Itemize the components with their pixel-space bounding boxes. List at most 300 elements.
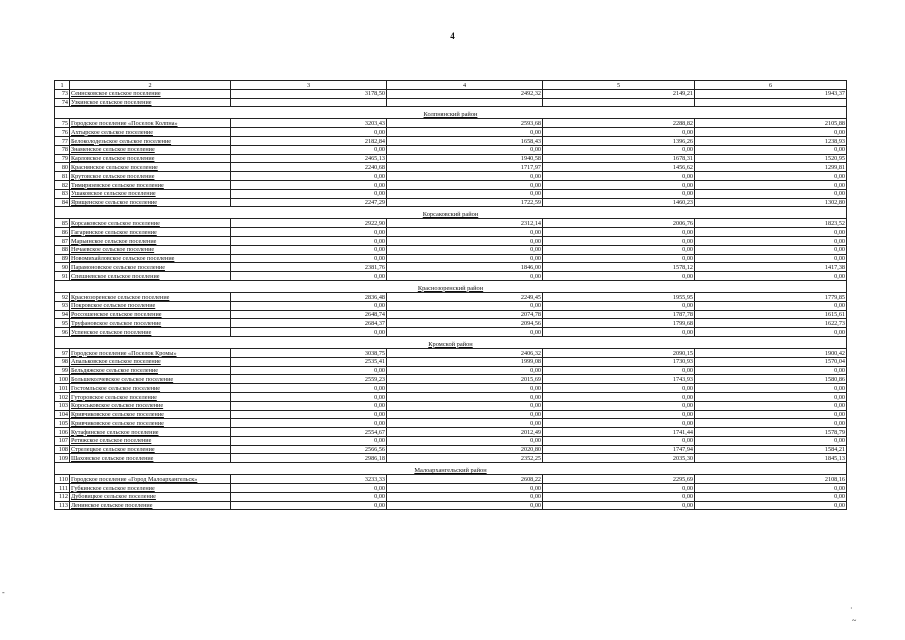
settlement-name: Успенское сельское поселение: [70, 328, 231, 337]
value-col-6: 0,00: [695, 254, 847, 263]
value-col-3: 0,00: [231, 392, 387, 401]
value-col-3: 0,00: [231, 419, 387, 428]
row-number: 87: [55, 236, 70, 245]
value-col-6: 0,00: [695, 436, 847, 445]
value-col-3: 0,00: [231, 366, 387, 375]
table-row: [55, 145, 847, 154]
value-col-5: 2090,15: [543, 348, 695, 357]
value-col-5: 0,00: [543, 384, 695, 393]
district-heading-row: [55, 463, 847, 475]
value-col-4: 2593,68: [387, 119, 543, 128]
settlement-name: Узкинское сельское поселение: [70, 98, 231, 107]
row-number: 103: [55, 401, 70, 410]
district-heading-row: [55, 336, 847, 348]
value-col-6: 0,00: [695, 392, 847, 401]
table-row: [55, 98, 847, 107]
value-col-6: 0,00: [695, 401, 847, 410]
table-row: [55, 501, 847, 510]
column-header: 1: [55, 81, 70, 90]
table-row: [55, 419, 847, 428]
value-col-3: 0,00: [231, 384, 387, 393]
table-row: [55, 245, 847, 254]
settlement-name: Апальковское сельское поселение: [70, 357, 231, 366]
row-number: 78: [55, 145, 70, 154]
value-col-3: 2240,68: [231, 163, 387, 172]
value-col-5: 0,00: [543, 236, 695, 245]
value-col-3: 0,00: [231, 410, 387, 419]
value-col-5: 2149,21: [543, 89, 695, 98]
table-row: [55, 128, 847, 137]
value-col-3: 2836,48: [231, 292, 387, 301]
table-row: [55, 348, 847, 357]
value-col-5: 0,00: [543, 301, 695, 310]
settlement-name: Сеинсковское сельское поселение: [70, 89, 231, 98]
value-col-6: 0,00: [695, 484, 847, 493]
value-col-6: [695, 98, 847, 107]
value-col-6: 0,00: [695, 272, 847, 281]
value-col-3: 2566,56: [231, 445, 387, 454]
table-row: [55, 484, 847, 493]
value-col-6: 0,00: [695, 172, 847, 181]
value-col-4: 0,00: [387, 419, 543, 428]
row-number: 80: [55, 163, 70, 172]
value-col-3: 2922,90: [231, 219, 387, 228]
scan-dot-mark: ·: [850, 604, 853, 613]
settlement-name: Новомихайловское сельское поселение: [70, 254, 231, 263]
value-col-6: 1578,79: [695, 428, 847, 437]
table-row: [55, 310, 847, 319]
value-col-3: 0,00: [231, 236, 387, 245]
settlement-name: Кутафинское сельское поселение: [70, 428, 231, 437]
value-col-5: 2288,82: [543, 119, 695, 128]
row-number: 84: [55, 198, 70, 207]
value-col-6: 1580,86: [695, 375, 847, 384]
row-number: 99: [55, 366, 70, 375]
value-col-4: 0,00: [387, 492, 543, 501]
table-row: [55, 428, 847, 437]
district-heading: Корсаковский район: [55, 207, 847, 219]
table-row: [55, 272, 847, 281]
row-number: 93: [55, 301, 70, 310]
value-col-4: 1940,58: [387, 154, 543, 163]
value-col-4: 0,00: [387, 128, 543, 137]
value-col-3: 3038,75: [231, 348, 387, 357]
table-row: [55, 154, 847, 163]
settlement-name: Большеколчевское сельское поселение: [70, 375, 231, 384]
settlement-name: Краснянское сельское поселение: [70, 163, 231, 172]
table-row: [55, 357, 847, 366]
value-col-3: 3203,43: [231, 119, 387, 128]
table-row: [55, 189, 847, 198]
column-header: 4: [387, 81, 543, 90]
value-col-4: 2012,49: [387, 428, 543, 437]
row-number: 98: [55, 357, 70, 366]
value-col-4: 0,00: [387, 484, 543, 493]
district-heading: Кромской район: [55, 336, 847, 348]
settlement-name: Гуторовское сельское поселение: [70, 392, 231, 401]
value-col-5: 0,00: [543, 410, 695, 419]
table-row: [55, 445, 847, 454]
table-row: [55, 384, 847, 393]
value-col-4: 2312,14: [387, 219, 543, 228]
column-header: 3: [231, 81, 387, 90]
value-col-5: 0,00: [543, 328, 695, 337]
value-col-6: 0,00: [695, 180, 847, 189]
table-row: [55, 454, 847, 463]
settlement-name: Труфановское сельское поселение: [70, 319, 231, 328]
value-col-3: 2381,76: [231, 263, 387, 272]
settlement-name: Гагаринское сельское поселение: [70, 228, 231, 237]
value-col-4: 2015,69: [387, 375, 543, 384]
value-col-6: 0,00: [695, 419, 847, 428]
value-col-4: 0,00: [387, 366, 543, 375]
value-col-3: 0,00: [231, 501, 387, 510]
row-number: 92: [55, 292, 70, 301]
value-col-6: 1238,93: [695, 136, 847, 145]
value-col-5: 0,00: [543, 172, 695, 181]
table-row: [55, 172, 847, 181]
value-col-5: 1678,31: [543, 154, 695, 163]
table-row: [55, 410, 847, 419]
value-col-4: 0,00: [387, 189, 543, 198]
value-col-4: 0,00: [387, 301, 543, 310]
value-col-3: 0,00: [231, 145, 387, 154]
row-number: 108: [55, 445, 70, 454]
settlement-name: Карловское сельское поселение: [70, 154, 231, 163]
table-row: [55, 328, 847, 337]
value-col-5: 0,00: [543, 366, 695, 375]
table-row: [55, 89, 847, 98]
value-col-3: 3178,50: [231, 89, 387, 98]
settlement-name: Короськовское сельское поселение: [70, 401, 231, 410]
value-col-5: 0,00: [543, 145, 695, 154]
value-col-6: 0,00: [695, 228, 847, 237]
value-col-4: 0,00: [387, 392, 543, 401]
value-col-5: 0,00: [543, 189, 695, 198]
value-col-3: 0,00: [231, 128, 387, 137]
district-heading: Краснозоренский район: [55, 280, 847, 292]
column-header: 5: [543, 81, 695, 90]
value-col-3: 0,00: [231, 436, 387, 445]
value-col-4: 2094,56: [387, 319, 543, 328]
value-col-6: 0,00: [695, 189, 847, 198]
value-col-3: 0,00: [231, 484, 387, 493]
table-row: [55, 436, 847, 445]
value-col-4: 0,00: [387, 172, 543, 181]
table-body: [55, 81, 847, 510]
row-number: 97: [55, 348, 70, 357]
row-number: 110: [55, 475, 70, 484]
row-number: 86: [55, 228, 70, 237]
value-col-5: 1396,26: [543, 136, 695, 145]
value-col-3: 2182,84: [231, 136, 387, 145]
value-col-6: 1900,42: [695, 348, 847, 357]
value-col-4: 0,00: [387, 501, 543, 510]
settlement-name: Городское поселение «Город Малоархангельск»: [70, 475, 231, 484]
value-col-4: 0,00: [387, 228, 543, 237]
value-col-6: 0,00: [695, 492, 847, 501]
district-heading-row: [55, 280, 847, 292]
table-row: [55, 319, 847, 328]
table-row: [55, 254, 847, 263]
value-col-5: 0,00: [543, 501, 695, 510]
column-header: 6: [695, 81, 847, 90]
value-col-6: 0,00: [695, 410, 847, 419]
value-col-3: 2648,74: [231, 310, 387, 319]
settlement-name: Дубовицкое сельское поселение: [70, 492, 231, 501]
value-col-3: 0,00: [231, 245, 387, 254]
value-col-5: 0,00: [543, 401, 695, 410]
value-col-3: 0,00: [231, 172, 387, 181]
value-col-4: 0,00: [387, 145, 543, 154]
row-number: 76: [55, 128, 70, 137]
value-col-4: 1846,00: [387, 263, 543, 272]
settlement-name: Корсаковское сельское поселение: [70, 219, 231, 228]
row-number: 100: [55, 375, 70, 384]
value-col-5: 0,00: [543, 492, 695, 501]
value-col-5: 1743,93: [543, 375, 695, 384]
value-col-6: 1299,81: [695, 163, 847, 172]
table-row: [55, 198, 847, 207]
value-col-4: 0,00: [387, 272, 543, 281]
value-col-3: 0,00: [231, 254, 387, 263]
value-col-5: [543, 98, 695, 107]
value-col-6: 0,00: [695, 145, 847, 154]
settlement-name: Губкинское сельское поселение: [70, 484, 231, 493]
value-col-5: 0,00: [543, 254, 695, 263]
value-col-4: 2249,45: [387, 292, 543, 301]
settlement-name: Марьинское сельское поселение: [70, 236, 231, 245]
table-row: [55, 219, 847, 228]
settlement-name: Шаховское сельское поселение: [70, 454, 231, 463]
settlement-name: Кривчиковское сельское поселение: [70, 410, 231, 419]
value-col-5: 1460,23: [543, 198, 695, 207]
value-col-4: 1722,59: [387, 198, 543, 207]
table-row: [55, 301, 847, 310]
row-number: 102: [55, 392, 70, 401]
table-row: [55, 236, 847, 245]
value-col-6: 1584,21: [695, 445, 847, 454]
settlement-name: Нечаевское сельское поселение: [70, 245, 231, 254]
value-col-4: 0,00: [387, 384, 543, 393]
value-col-4: 2406,32: [387, 348, 543, 357]
value-col-5: 2295,69: [543, 475, 695, 484]
settlement-name: Ярищенское сельское поселение: [70, 198, 231, 207]
settlement-name: Краснозоренское сельское поселение: [70, 292, 231, 301]
row-number: 96: [55, 328, 70, 337]
district-heading-row: [55, 107, 847, 119]
value-col-6: 1779,85: [695, 292, 847, 301]
column-header: 2: [70, 81, 231, 90]
value-col-6: 0,00: [695, 384, 847, 393]
settlement-name: Ушаковское сельское поселение: [70, 189, 231, 198]
row-number: 91: [55, 272, 70, 281]
table-row: [55, 375, 847, 384]
value-col-4: 1717,97: [387, 163, 543, 172]
value-col-5: 1747,94: [543, 445, 695, 454]
value-col-5: 0,00: [543, 272, 695, 281]
row-number: 82: [55, 180, 70, 189]
district-heading: Колпнянский район: [55, 107, 847, 119]
value-col-6: 1622,73: [695, 319, 847, 328]
value-col-4: 0,00: [387, 180, 543, 189]
value-col-3: 2986,18: [231, 454, 387, 463]
settlement-name: Ретяжское сельское поселение: [70, 436, 231, 445]
row-number: 88: [55, 245, 70, 254]
row-number: 95: [55, 319, 70, 328]
value-col-5: 1730,93: [543, 357, 695, 366]
value-col-4: 0,00: [387, 410, 543, 419]
scan-tilde-mark: ~: [852, 616, 857, 625]
settlement-name: Стрелецкое сельское поселение: [70, 445, 231, 454]
table-row: [55, 119, 847, 128]
table-row: [55, 180, 847, 189]
value-col-3: 2684,37: [231, 319, 387, 328]
value-col-4: 0,00: [387, 328, 543, 337]
value-col-4: 2608,22: [387, 475, 543, 484]
table-row: [55, 292, 847, 301]
row-number: 81: [55, 172, 70, 181]
row-number: 111: [55, 484, 70, 493]
value-col-6: 0,00: [695, 366, 847, 375]
row-number: 89: [55, 254, 70, 263]
value-col-5: 1578,12: [543, 263, 695, 272]
settlement-name: Знаменское сельское поселение: [70, 145, 231, 154]
table-row: [55, 163, 847, 172]
settlement-name: Белоколодезьское сельское поселение: [70, 136, 231, 145]
settlement-name: Кривчиковское сельское поселение: [70, 419, 231, 428]
settlement-name: Тимирязевское сельское поселение: [70, 180, 231, 189]
value-col-6: 1570,04: [695, 357, 847, 366]
row-number: 83: [55, 189, 70, 198]
value-col-5: 0,00: [543, 419, 695, 428]
settlement-name: Ахтырское сельское поселение: [70, 128, 231, 137]
table-row: [55, 401, 847, 410]
value-col-4: [387, 98, 543, 107]
value-col-3: [231, 98, 387, 107]
value-col-3: 0,00: [231, 228, 387, 237]
value-col-6: 2105,88: [695, 119, 847, 128]
settlement-name: Крутовское сельское поселение: [70, 172, 231, 181]
row-number: 107: [55, 436, 70, 445]
district-heading: Малоархангельский район: [55, 463, 847, 475]
value-col-5: 0,00: [543, 228, 695, 237]
settlement-name: Бельдяжское сельское поселение: [70, 366, 231, 375]
row-number: 104: [55, 410, 70, 419]
value-col-5: 1456,62: [543, 163, 695, 172]
value-col-4: 0,00: [387, 254, 543, 263]
value-col-4: 1999,08: [387, 357, 543, 366]
value-col-6: 1845,13: [695, 454, 847, 463]
row-number: 77: [55, 136, 70, 145]
value-col-6: 1302,80: [695, 198, 847, 207]
table-row: [55, 492, 847, 501]
settlement-name: Россошенское сельское поселение: [70, 310, 231, 319]
district-heading-row: [55, 207, 847, 219]
value-col-3: 0,00: [231, 401, 387, 410]
value-col-6: 0,00: [695, 301, 847, 310]
value-col-6: 0,00: [695, 501, 847, 510]
row-number: 105: [55, 419, 70, 428]
value-col-3: 2554,67: [231, 428, 387, 437]
table-row: [55, 263, 847, 272]
row-number: 79: [55, 154, 70, 163]
row-number: 73: [55, 89, 70, 98]
value-col-4: 2074,78: [387, 310, 543, 319]
row-number: 74: [55, 98, 70, 107]
value-col-3: 0,00: [231, 328, 387, 337]
value-col-4: 1658,43: [387, 136, 543, 145]
scan-edge-mark: -: [2, 588, 5, 597]
row-number: 106: [55, 428, 70, 437]
header-row: [55, 81, 847, 90]
value-col-4: 0,00: [387, 236, 543, 245]
row-number: 112: [55, 492, 70, 501]
value-col-5: 0,00: [543, 392, 695, 401]
value-col-6: 1520,95: [695, 154, 847, 163]
table-row: [55, 136, 847, 145]
row-number: 75: [55, 119, 70, 128]
value-col-6: 1943,37: [695, 89, 847, 98]
settlement-name: Ленинское сельское поселение: [70, 501, 231, 510]
value-col-5: 2006,76: [543, 219, 695, 228]
table-row: [55, 475, 847, 484]
value-col-5: 1799,68: [543, 319, 695, 328]
table-row: [55, 366, 847, 375]
value-col-3: 2559,23: [231, 375, 387, 384]
value-col-3: 2247,29: [231, 198, 387, 207]
value-col-3: 0,00: [231, 189, 387, 198]
row-number: 109: [55, 454, 70, 463]
value-col-6: 0,00: [695, 245, 847, 254]
value-col-6: 1823,52: [695, 219, 847, 228]
value-col-4: 0,00: [387, 436, 543, 445]
value-col-3: 0,00: [231, 272, 387, 281]
value-col-4: 0,00: [387, 401, 543, 410]
value-col-5: 2035,30: [543, 454, 695, 463]
value-col-6: 0,00: [695, 328, 847, 337]
value-col-5: 0,00: [543, 245, 695, 254]
row-number: 85: [55, 219, 70, 228]
value-col-3: 0,00: [231, 301, 387, 310]
row-number: 101: [55, 384, 70, 393]
settlement-name: Парамоновское сельское поселение: [70, 263, 231, 272]
value-col-3: 2535,41: [231, 357, 387, 366]
value-col-3: 2465,13: [231, 154, 387, 163]
settlement-name: Городское поселение «Поселок Кромы»: [70, 348, 231, 357]
value-col-5: 0,00: [543, 484, 695, 493]
value-col-6: 0,00: [695, 236, 847, 245]
value-col-6: 1417,38: [695, 263, 847, 272]
value-col-5: 1787,78: [543, 310, 695, 319]
value-col-6: 1615,61: [695, 310, 847, 319]
value-col-3: 0,00: [231, 180, 387, 189]
settlement-name: Гостомльское сельское поселение: [70, 384, 231, 393]
value-col-5: 1741,44: [543, 428, 695, 437]
value-col-4: 2492,32: [387, 89, 543, 98]
table-row: [55, 392, 847, 401]
value-col-3: 3233,33: [231, 475, 387, 484]
settlement-name: Спешневское сельское поселение: [70, 272, 231, 281]
value-col-6: 2108,16: [695, 475, 847, 484]
value-col-5: 0,00: [543, 128, 695, 137]
table-row: [55, 228, 847, 237]
settlement-name: Городское поселение «Поселок Колпна»: [70, 119, 231, 128]
row-number: 113: [55, 501, 70, 510]
settlement-name: Покровское сельское поселение: [70, 301, 231, 310]
value-col-6: 0,00: [695, 128, 847, 137]
value-col-4: 2020,80: [387, 445, 543, 454]
